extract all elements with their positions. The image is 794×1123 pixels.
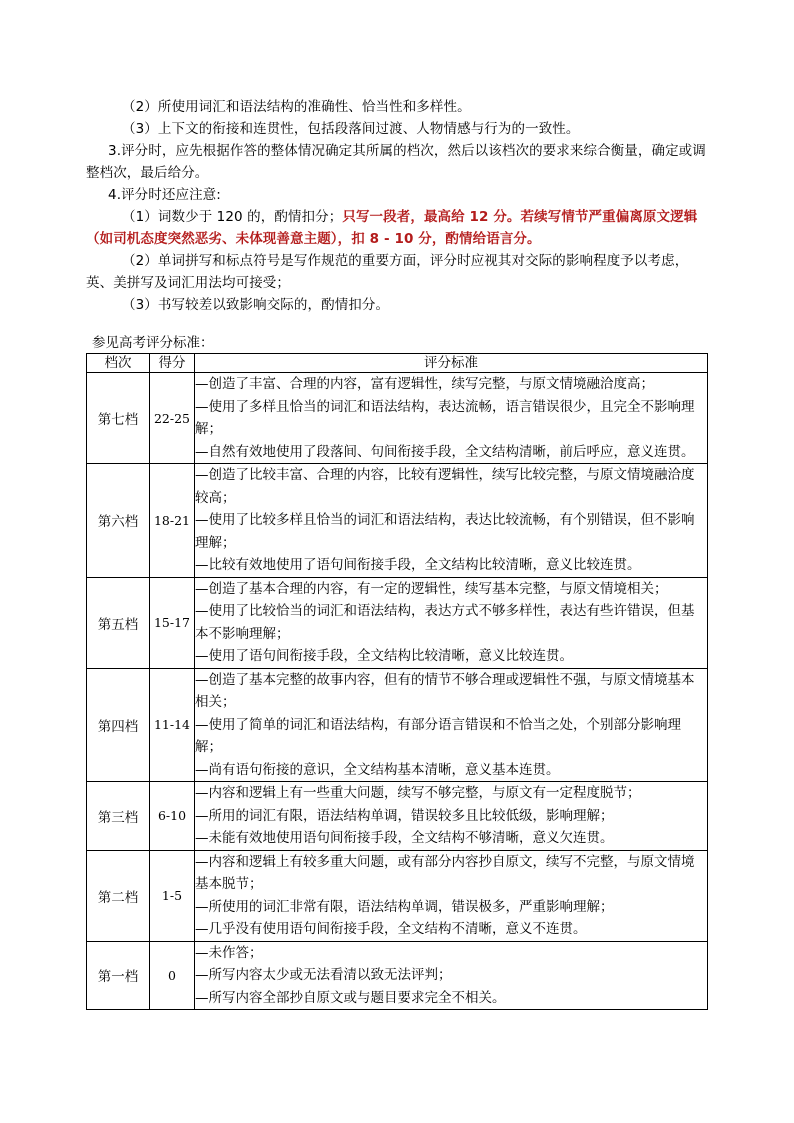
row-score: 0 xyxy=(150,941,195,1010)
table-row xyxy=(87,373,708,464)
rubric-table xyxy=(86,353,708,1010)
criteria-line: —创造了基本合理的内容，有一定的逻辑性，续写基本完整，与原文情境相关； xyxy=(195,580,668,597)
criteria-line: —内容和逻辑上有一些重大问题，续写不够完整，与原文有一定程度脱节； xyxy=(195,785,641,801)
header-score: 得分 xyxy=(150,354,195,373)
criteria-line: —自然有效地使用了段落间、句间衔接手段，全文结构清晰，前后呼应，意义连贯。 xyxy=(195,443,695,460)
rubric-header-row xyxy=(87,354,708,373)
sub-item-1-penalty: 只写一段者，最高给 12 分。若续写情节严重偏离原文逻辑（如司机态度突然恶劣、未体现善意主题），扣 8 - 10 分，酌情给语言分。 xyxy=(86,209,698,247)
sub-item-3: （3）书写较差以致影响交际的，酌情扣分。 xyxy=(122,297,390,313)
header-level: 档次 xyxy=(87,354,150,373)
criteria-line: —所使用的词汇非常有限，语法结构单调，错误极多，严重影响理解； xyxy=(195,898,614,915)
header-criteria: 评分标准 xyxy=(195,354,708,373)
note-item-3: （3）上下文的衔接和连贯性，包括段落间过渡、人物情感与行为的一致性。 xyxy=(122,121,580,137)
row-score: 1-5 xyxy=(150,850,195,941)
table-row xyxy=(87,850,708,941)
row-level: 第一档 xyxy=(87,941,150,1010)
criteria-line: —几乎没有使用语句间衔接手段，全文结构不清晰，意义不连贯。 xyxy=(195,921,587,937)
row-criteria xyxy=(195,464,708,578)
criteria-line: —尚有语句衔接的意识，全文结构基本清晰，意义基本连贯。 xyxy=(195,761,560,778)
row-criteria xyxy=(195,782,708,851)
criteria-line: —所用的词汇有限，语法结构单调，错误较多且比较低级，影响理解； xyxy=(195,807,614,824)
row-score: 22-25 xyxy=(150,373,195,464)
row-level: 第二档 xyxy=(87,850,150,941)
criteria-line: —使用了语句间衔接手段，全文结构比较清晰，意义比较连贯。 xyxy=(195,648,573,664)
table-row xyxy=(87,941,708,1010)
row-level: 第五档 xyxy=(87,577,150,668)
row-score: 11-14 xyxy=(150,668,195,782)
criteria-line: —使用了多样且恰当的词汇和语法结构，表达流畅，语言错误很少，且完全不影响理解； xyxy=(195,398,695,437)
row-level: 第三档 xyxy=(87,782,150,851)
row-criteria xyxy=(195,373,708,464)
row-level: 第四档 xyxy=(87,668,150,782)
row-criteria xyxy=(195,577,708,668)
row-score: 15-17 xyxy=(150,577,195,668)
criteria-line: —使用了比较恰当的词汇和语法结构，表达方式不够多样性，表达有些许错误，但基本不影响理解； xyxy=(195,603,695,642)
criteria-line: —未作答； xyxy=(195,944,263,961)
row-score: 18-21 xyxy=(150,464,195,578)
table-row xyxy=(87,668,708,782)
row-level: 第六档 xyxy=(87,464,150,578)
criteria-line: —创造了基本完整的故事内容，但有的情节不够合理或逻辑性不强，与原文情境基本相关； xyxy=(195,671,695,710)
criteria-line: —未能有效地使用语句间衔接手段，全文结构不够清晰，意义欠连贯。 xyxy=(195,830,614,846)
criteria-line: —创造了比较丰富、合理的内容，比较有逻辑性，续写比较完整，与原文情境融洽度较高； xyxy=(195,467,695,506)
criteria-line: —内容和逻辑上有较多重大问题，或有部分内容抄自原文，续写不完整，与原文情境基本脱节； xyxy=(195,853,695,892)
row-score: 6-10 xyxy=(150,782,195,851)
row-criteria xyxy=(195,850,708,941)
row-criteria xyxy=(195,668,708,782)
sub-item-2: （2）单词拼写和标点符号是写作规范的重要方面，评分时应视其对交际的影响程度予以考虑，英、美拼写及词汇用法均可接受； xyxy=(86,253,689,291)
scoring-point-4: 4.评分时还应注意: xyxy=(108,187,221,203)
criteria-line: —使用了简单的词汇和语法结构，有部分语言错误和不恰当之处，个别部分影响理解； xyxy=(195,716,681,755)
row-criteria xyxy=(195,941,708,1010)
table-row xyxy=(87,577,708,668)
scoring-point-3: 3.评分时，应先根据作答的整体情况确定其所属的档次，然后以该档次的要求来综合衡量，确定或调整档次，最后给分。 xyxy=(86,143,706,181)
table-row xyxy=(87,464,708,578)
criteria-line: —所写内容太少或无法看清以致无法评判； xyxy=(195,967,452,983)
table-row xyxy=(87,782,708,851)
criteria-line: —所写内容全部抄自原文或与题目要求完全不相关。 xyxy=(195,989,506,1006)
criteria-line: —创造了丰富、合理的内容，富有逻辑性，续写完整，与原文情境融洽度高； xyxy=(195,376,654,392)
sub-item-1 xyxy=(86,206,708,250)
rubric-caption: 参见高考评分标准： xyxy=(92,335,214,351)
note-item-2: （2）所使用词汇和语法结构的准确性、恰当性和多样性。 xyxy=(122,99,471,115)
row-level: 第七档 xyxy=(87,373,150,464)
criteria-line: —比较有效地使用了语句间衔接手段，全文结构比较清晰，意义比较连贯。 xyxy=(195,557,641,573)
criteria-line: —使用了比较多样且恰当的词汇和语法结构，表达比较流畅，有个别错误，但不影响理解； xyxy=(195,512,695,551)
sub-item-1-text: （1）词数少于 120 的，酌情扣分； xyxy=(122,209,343,225)
